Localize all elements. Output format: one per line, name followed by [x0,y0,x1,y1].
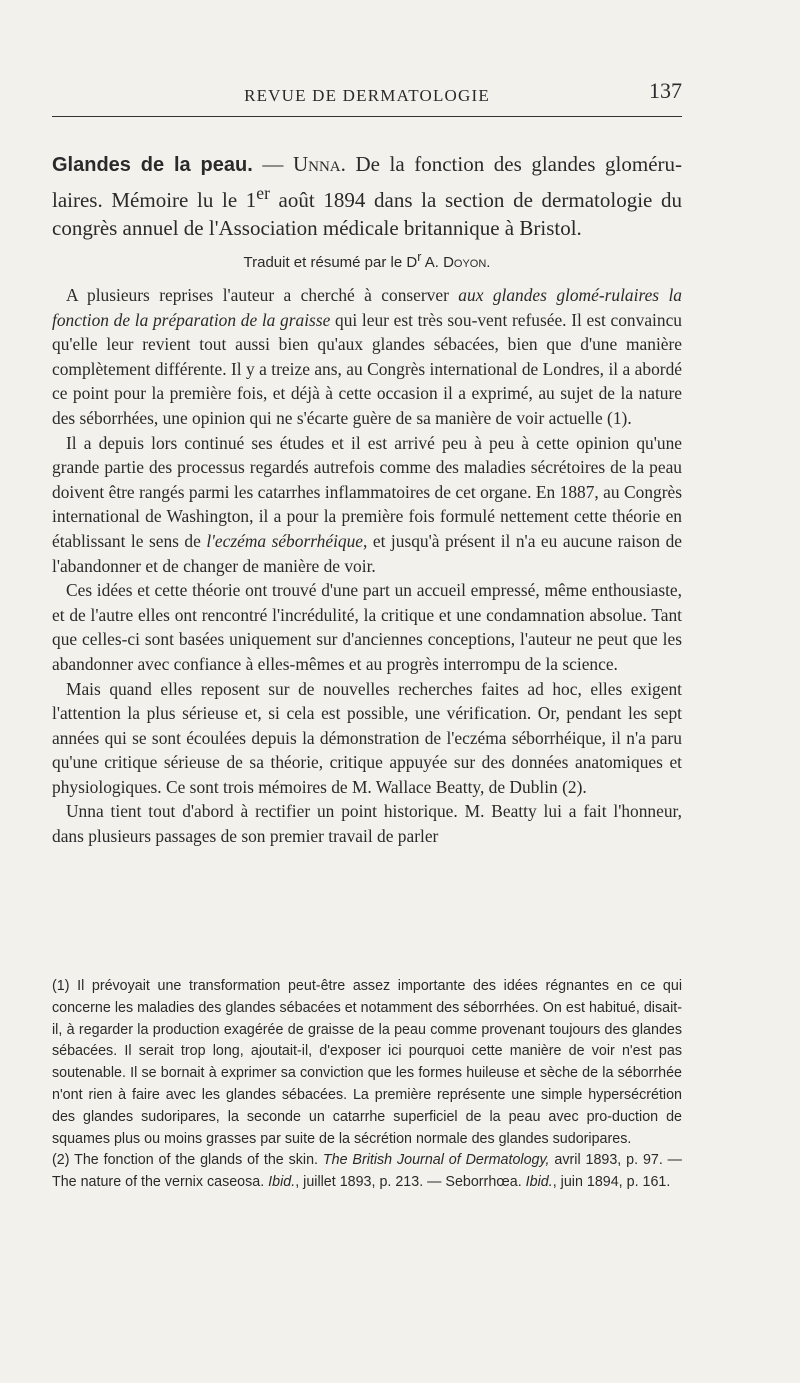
emphasis: l'eczéma séborrhéique [206,530,364,551]
translator-name: Doyon. [443,254,491,271]
paragraph: Ces idées et cette théorie ont trouvé d'une part un accueil empressé, même enthousiaste, et de l'autre elles ont rencontré l'incrédulité, la critique et une condamnation absolue. Tant que celles-ci sont basées uniquement sur d'anciennes conceptions, l'auteur ne peut que les abandonner avec confiance à elles-mêmes et au progrès interrompu de la science. [52,580,682,674]
title-text-end: août 1894 dans la section de dermatologie du congrès annuel de l'Association médicale britannique à Bristol. [52,188,682,240]
running-title: REVUE DE DERMATOLOGIE [244,86,490,105]
paragraph: Il a depuis lors continué ses études et il est arrivé peu à peu à cette opinion qu'une grande partie des processus regardés autrefois comme des maladies sécrétoires de la peau doivent être rangés parmi les catarrhes inflammatoires de cet organe. En 1887, au Congrès international de Washington, il a pour la première fois formulé nettement cette théorie en établissant le sens de l'eczéma séborrhéique, et jusqu'à présent il n'a eu aucune raison de l'abandonner et de changer de manière de voir. [52,432,682,576]
footnotes [52,976,682,1194]
page-header [52,76,682,106]
author-name: Unna [292,152,341,176]
title-text: . De la fonction des glandes gloméru-laires. Mémoire lu le 1 [52,152,683,212]
page-number: 137 [649,78,682,103]
header-rule [52,116,682,117]
paragraph: A plusieurs reprises l'auteur a cherché à conserver aux glandes glomé-rulaires la fonction de la préparation de la graisse qui leur est très sou-vent refusée. Il est convaincu qu'elle leur revient tout aussi bien qu'aux glandes sébacées, bien que d'une manière complètement différente. Il y a treize ans, au Congrès international de Londres, il a abordé ce point pour la première fois, et déjà à cette occasion il a exprimé, au sujet de la nature des séborrhées, une opinion qui ne s'écarte guère de sa manière de voir actuelle (1). [52,285,682,428]
footnote-2: (2) The fonction of the glands of the skin. The British Journal of Dermatology, avril 1893, p. 97. — The nature of the vernix caseosa. Ibid., juillet 1893, p. 213. — Seborrhœa. Ibid., juin 1894, p. 161. [52,1152,682,1191]
translator-credit: Traduit et résumé par le $D^r$ A. Doyon. [243,250,491,271]
footnote-1: (1) Il prévoyait une transformation peut-être assez importante des idées régnantes en ce qui concerne les maladies des glandes sébacées et notamment des séborrhées. On est habitué, disait-il, à regarder la production exagérée de graisse de la peau comme provenant toujours des glandes sébacées. Il serait trop long, ajoutait-il, d'exposer ici pourquoi cette manière de voir n'est pas soutenable. Il se bornait à exprimer sa conviction que les formes huileuse et sèche de la séborrhée n'ont rien à faire avec les glandes sébacées. La première représente une simple hypersécrétion des glandes sudoripares, la seconde un catarrhe superficiel de la peau avec pro-duction de squames plus ou moins grasses par suite de la sécrétion normale des glandes sudoripares. [52,978,682,1147]
article-title [52,150,682,242]
article-subject: Glandes de la peau. [52,154,253,176]
article-body [52,283,682,849]
title-superscript: er [256,183,270,203]
emphasis: aux glandes glomé-rulaires la fonction de la préparation de la graisse [52,285,682,330]
paragraph: Unna tient tout d'abord à rectifier un point historique. M. Beatty lui a fait l'honneur, dans plusieurs passages de son premier travail de parler [52,801,682,847]
paragraph: Mais quand elles reposent sur de nouvelles recherches faites ad hoc, elles exigent l'attention la plus sérieuse et, si cela est possible, une vérification. Or, pendant les sept années qui se sont écoulées depuis la démonstration de l'eczéma séborrhéique, il n'a paru qu'une critique sérieuse de sa théorie, critique appuyée sur des données anatomiques et physiologiques. Ce sont trois mémoires de M. Wallace Beatty, de Dublin (2). [52,678,682,797]
title-dash: — [262,152,284,176]
